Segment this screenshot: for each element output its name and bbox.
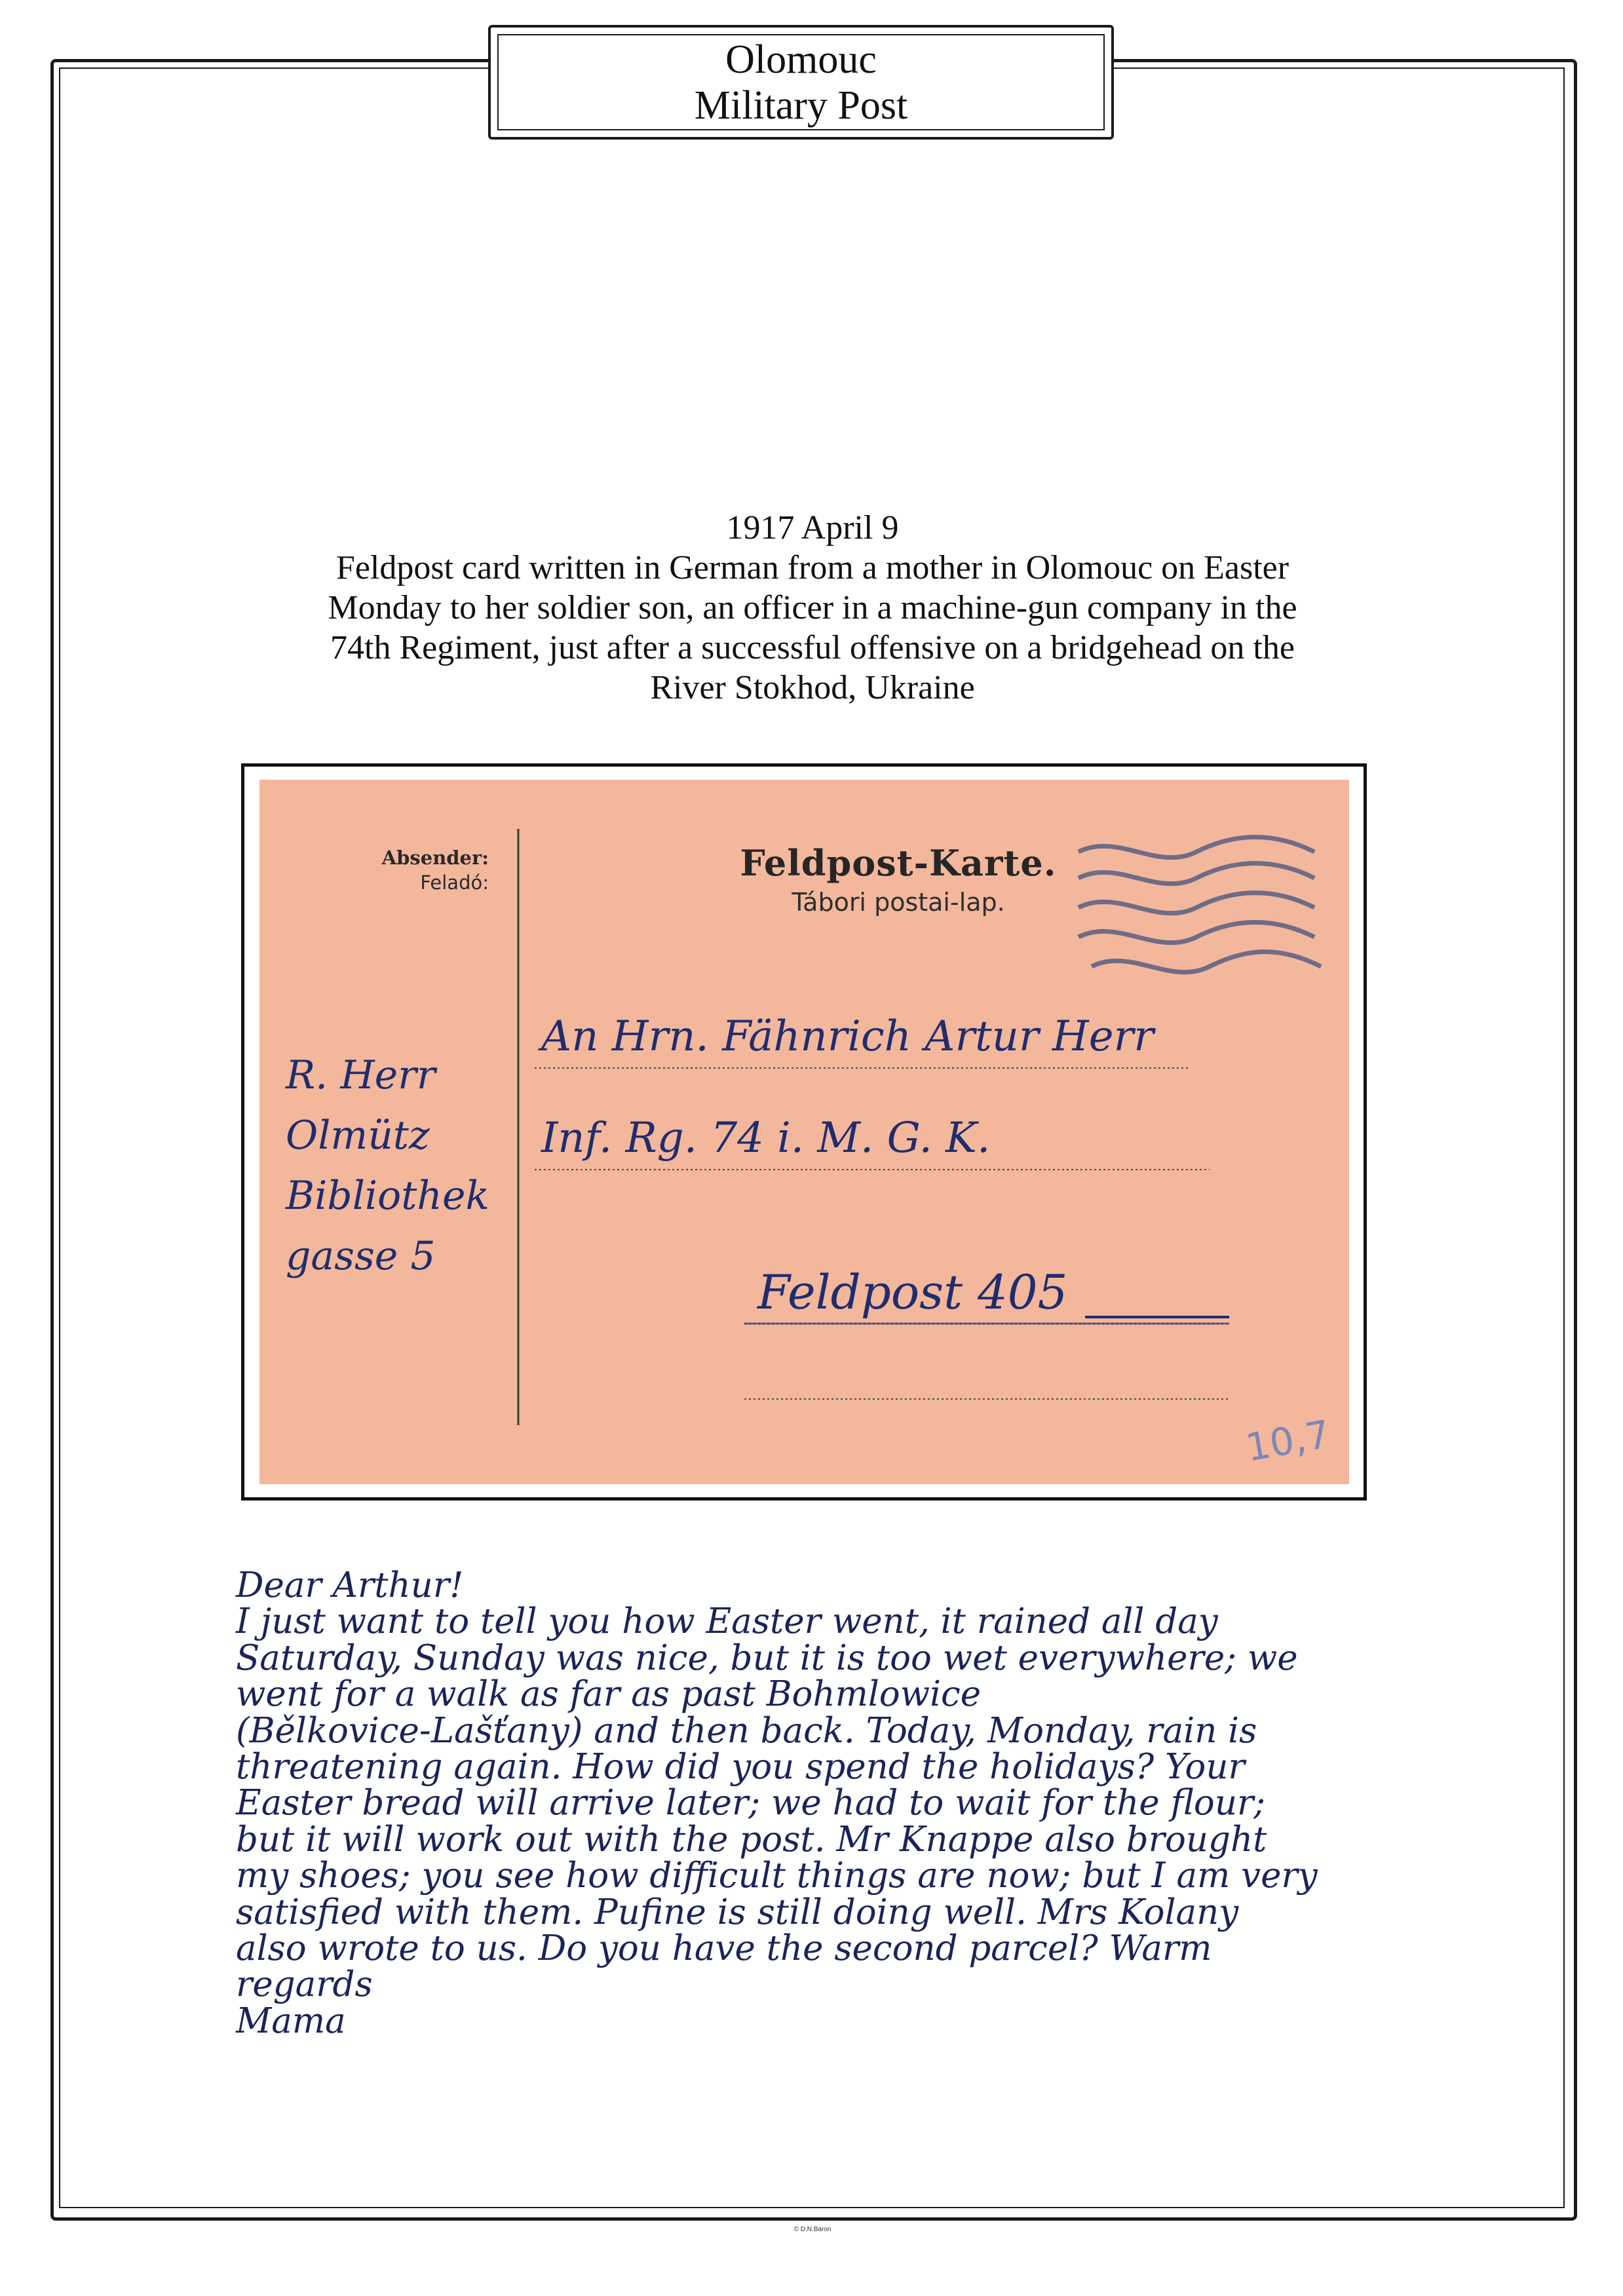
- title-box-inner: [497, 34, 1105, 130]
- letter-line: Saturday, Sunday was nice, but it is too wet everywhere; we: [236, 1637, 1298, 1678]
- sender-label: [374, 845, 489, 895]
- letter-signature: Mama: [236, 2000, 346, 2041]
- recipient-line-3: Feldpost 405: [757, 1265, 1068, 1320]
- feldpost-card: [259, 780, 1349, 1484]
- caption-line: Monday to her soldier son, an officer in a machine-gun company in the: [328, 589, 1297, 626]
- letter-line: Dear Arthur!: [236, 1565, 464, 1605]
- caption-line: 74th Regiment, just after a successful offensive on a bridgehead on the: [330, 629, 1295, 666]
- caption: [216, 508, 1409, 708]
- letter-line: but it will work out with the post. Mr Knappe also brought: [236, 1819, 1267, 1860]
- sender-label-de: Absender:: [381, 847, 489, 869]
- sender-line: gasse 5: [286, 1233, 436, 1279]
- letter-line: also wrote to us. Do you have the second parcel? Warm: [236, 1928, 1212, 1969]
- letter-line: regards: [236, 1964, 373, 2005]
- recipient-line-2: Inf. Rg. 74 i. M. G. K.: [541, 1114, 991, 1162]
- letter-line: threatening again. How did you spend the holidays? Your: [236, 1747, 1245, 1788]
- letter-line: went for a walk as far as past Bohmlowice: [236, 1674, 982, 1715]
- letter-line: satisfied with them. Pufine is still doing well. Mrs Kolany: [236, 1892, 1239, 1932]
- recipient-line-1: An Hrn. Fähnrich Artur Herr: [541, 1012, 1154, 1061]
- copyright-notice: © D.N.Baron: [793, 2226, 831, 2233]
- caption-date: 1917 April 9: [726, 509, 899, 546]
- caption-line: Feldpost card written in German from a mother in Olomouc on Easter: [335, 549, 1289, 586]
- sender-address: [286, 1045, 489, 1286]
- card-subheading: Tábori postai-lap.: [792, 888, 1005, 917]
- sender-label-hu: Feladó:: [420, 871, 489, 894]
- letter-line: I just want to tell you how Easter went, it rained all day: [236, 1601, 1218, 1642]
- title-box: [488, 25, 1114, 140]
- letter-line: Easter bread will arrive later; we had to wait for the flour;: [236, 1783, 1266, 1824]
- letter-transcription: [236, 1567, 1415, 2039]
- sender-line: R. Herr: [286, 1052, 436, 1098]
- postmark-cancel-lines: [1079, 837, 1321, 972]
- page-subtitle: Military Post: [694, 83, 908, 128]
- letter-line: (Bělkovice-Lašťany) and then back. Today, Monday, rain is: [236, 1710, 1257, 1751]
- caption-line: River Stokhod, Ukraine: [650, 669, 975, 706]
- card-heading: Feldpost-Karte.: [740, 842, 1057, 884]
- page-title: Olomouc: [725, 37, 877, 82]
- sender-line: Olmütz: [286, 1113, 430, 1158]
- letter-line: my shoes; you see how difficult things are now; but I am very: [236, 1856, 1318, 1896]
- sender-line: Bibliothek: [286, 1173, 489, 1219]
- pencil-note: 10,7: [1242, 1411, 1334, 1470]
